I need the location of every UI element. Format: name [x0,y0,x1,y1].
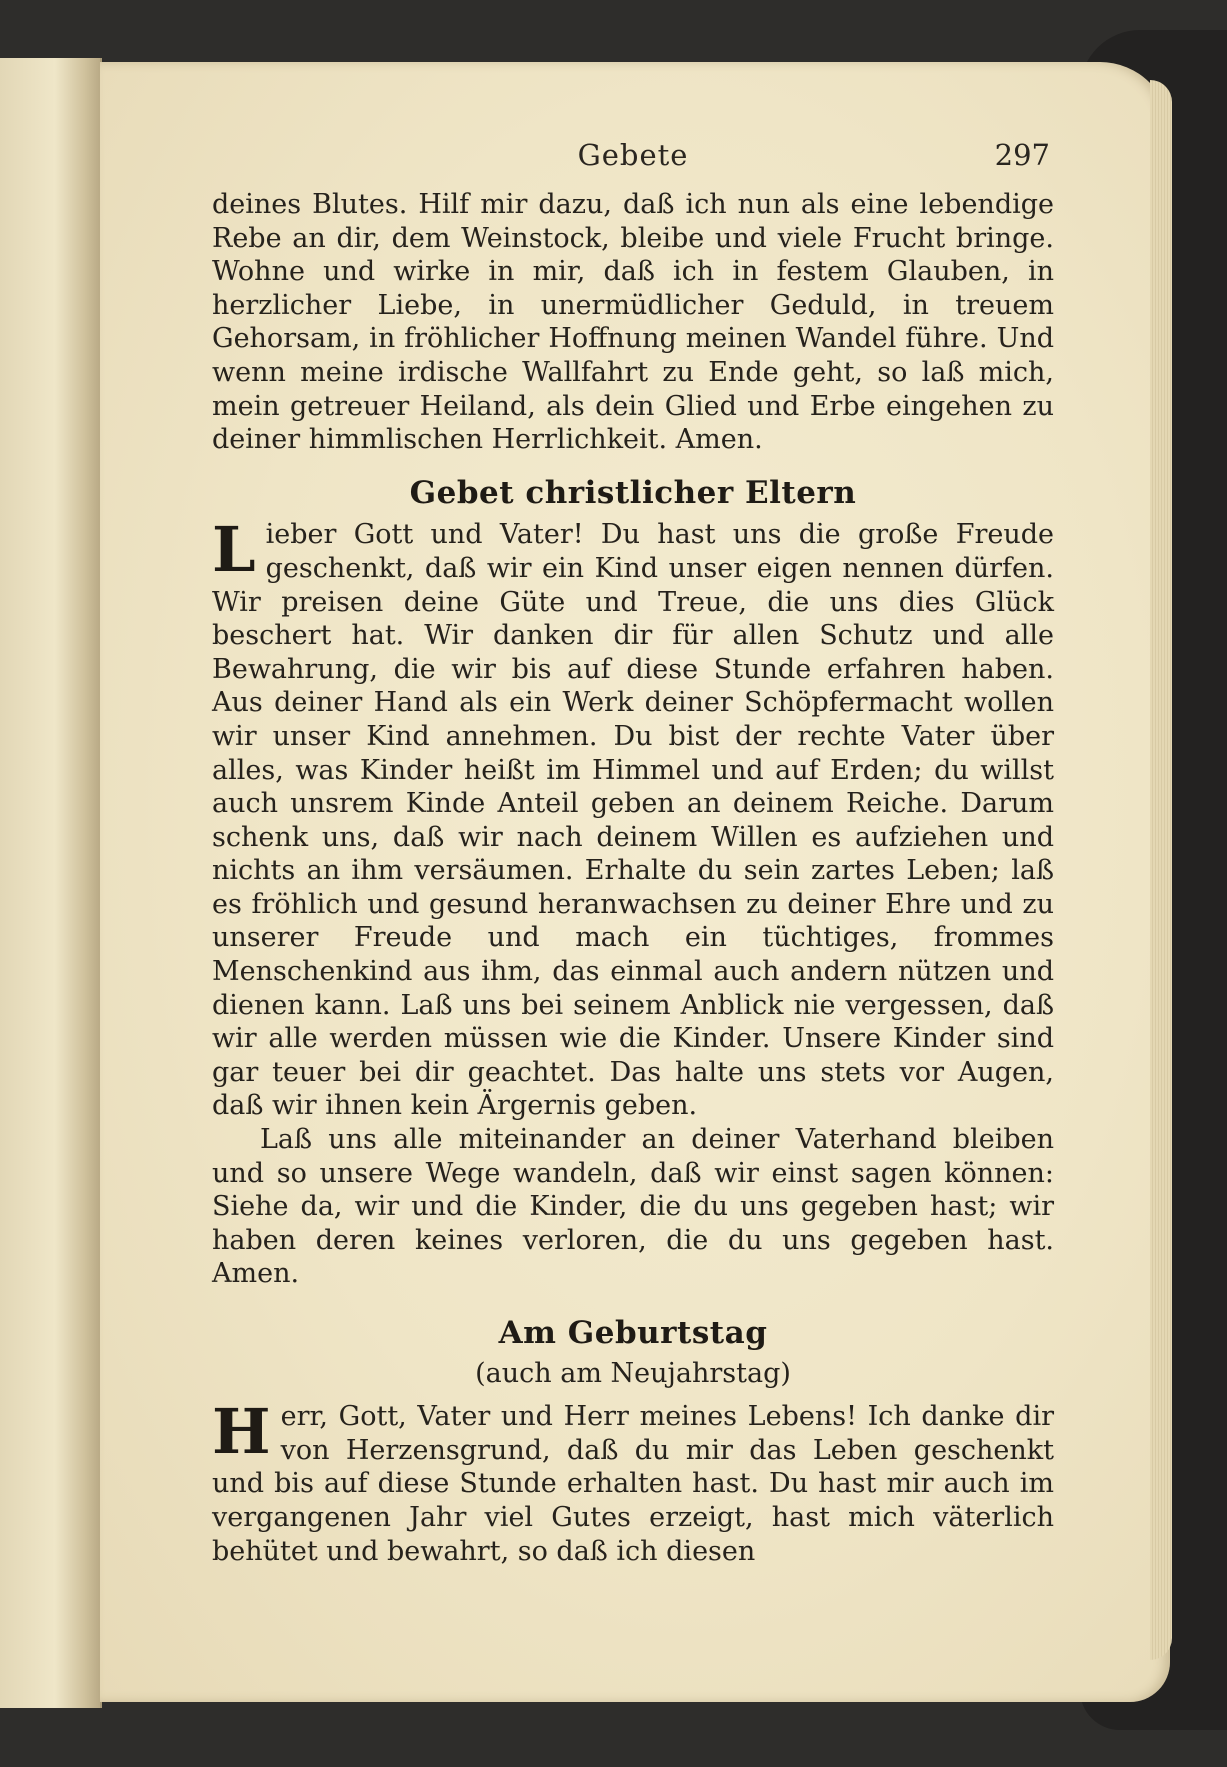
paragraph-eltern-1-text: ieber Gott und Vater! Du hast uns die große Freude geschenkt, daß wir ein Kind unser eigen nennen dürfen. Wir preisen deine Güte und Treue, die uns dies Glück beschert hat. Wir danken dir für allen Schutz und alle Bewahrung, die wir bis auf diese Stunde erfahren haben. Aus deiner Hand als ein Werk deiner Schöpfermacht wollen wir unser Kind annehmen. Du bist der rechte Vater über alles, was Kinder heißt im Himmel und auf Erden; du willst auch unsrem Kinde Anteil geben an deinem Reiche. Darum schenk uns, daß wir nach deinem Willen es aufziehen und nichts an ihm versäumen. Erhalte du sein zartes Leben; laß es fröhlich und gesund heranwachsen zu deiner Ehre und zu unserer Freude und mach ein tüchtiges, frommes Menschenkind aus ihm, das einmal auch andern nützen und dienen kann. Laß uns bei seinem Anblick nie vergessen, daß wir alle werden müssen wie die Kinder. Unsere Kinder sind gar teuer bei dir geachtet. Das halte uns stets vor Augen, daß wir ihnen kein Ärgernis geben. [212,519,1054,1122]
page-stack-edge [1150,80,1172,1660]
drop-cap-initial: H [212,1395,271,1469]
paragraph-eltern-1 [212,513,1054,1123]
page-body [212,188,1054,1568]
drop-cap-initial: L [212,513,256,587]
paragraph-intro: deines Blutes. Hilf mir dazu, daß ich nun als eine lebendige Rebe an dir, dem Weinstock, bleibe und viele Frucht bringe. Wohne und wirke in mir, daß ich in festem Glauben, in herzlicher Liebe, in unermüdlicher Geduld, in treuem Gehorsam, in fröhlicher Hoffnung meinen Wandel führe. Und wenn meine irdische Wallfahrt zu Ende geht, so laß mich, mein getreuer Heiland, als dein Glied und Erbe eingehen zu deiner himmlischen Herrlichkeit. Amen. [212,189,1054,456]
left-page-edge [0,58,102,1708]
section-heading-geburtstag: Am Geburtstag [498,1315,768,1351]
page-header [208,138,1058,178]
paragraph-geburtstag-1-text: err, Gott, Vater und Herr meines Lebens! Ich danke dir von Herzensgrund, daß du mir das Leben geschenkt und bis auf diese Stunde erhalten hast. Du hast mir auch im vergangenen Jahr viel Gutes erzeigt, hast mich väterlich behütet und bewahrt, so daß ich diesen [212,1401,1054,1567]
page-number: 297 [994,138,1050,172]
section-subheading-geburtstag: (auch am Neujahrstag) [475,1357,791,1389]
running-head: Gebete [577,138,689,172]
section-heading-eltern: Gebet christlicher Eltern [409,474,857,511]
paragraph-eltern-2: Laß uns alle miteinander an deiner Vaterhand bleiben und so unsere Wege wandeln, daß wir einst sagen können: Siehe da, wir und die Kinder, die du uns gegeben hast; wir haben deren keines verloren, die du uns gegeben hast. Amen. [212,1124,1054,1290]
paragraph-geburtstag-1 [212,1395,1054,1568]
